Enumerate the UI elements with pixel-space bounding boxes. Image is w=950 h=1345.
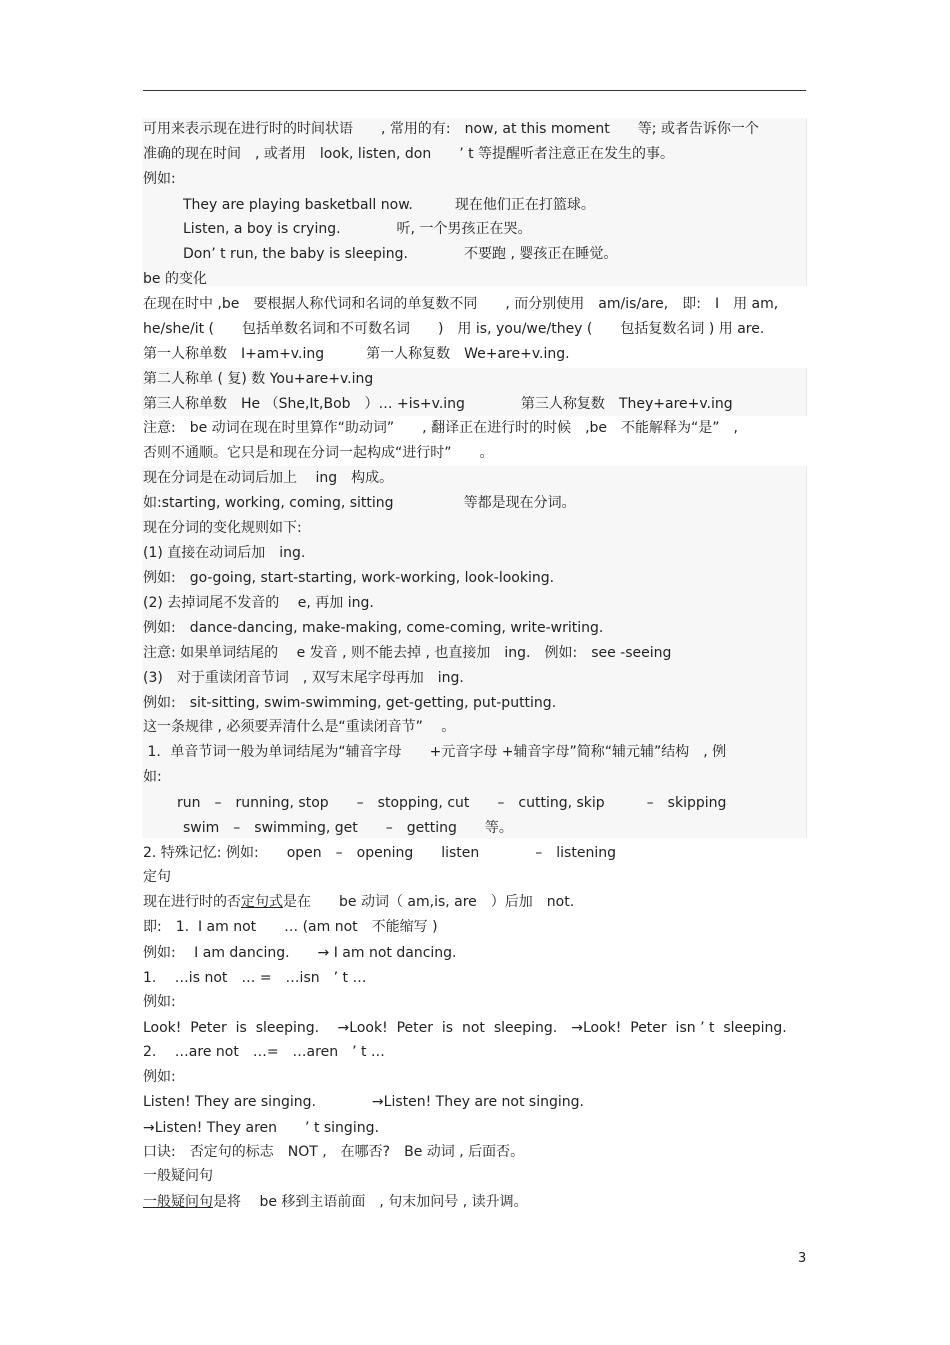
text-fragment: 是将 be 移到主语前面 , 句末加问号 , 读升调。	[213, 1194, 528, 1210]
example-line: They are playing basketball now. 现在他们正在打篮球。	[183, 197, 595, 213]
text-line: 2. …are not …= …aren ’ t …	[143, 1044, 385, 1060]
text-line: 可用来表示现在进行时的时间状语 , 常用的有: now, at this moment 等; 或者告诉你一个	[143, 121, 759, 137]
text-line: 第二人称单 ( 复) 数 You+are+v.ing	[143, 371, 374, 387]
section-heading: 一般疑问句	[143, 1168, 213, 1184]
text-line: 例如: dance-dancing, make-making, come-coming, write-writing.	[143, 620, 604, 636]
page-number: 3	[798, 1251, 807, 1266]
text-fragment: 现在进行时的否	[143, 894, 241, 910]
text-line	[143, 893, 574, 911]
underlined-term: 定句式	[241, 894, 283, 910]
text-line: he/she/it ( 包括单数名词和不可数名词 ) 用 is, you/we/they ( 包括复数名词 ) 用 are.	[143, 321, 765, 337]
text-line: 即: 1. I am not … (am not 不能缩写 )	[143, 919, 438, 935]
section-heading: be 的变化	[143, 271, 207, 287]
text-line: 例如: sit-sitting, swim-swimming, get-getting, put-putting.	[143, 695, 557, 711]
text-line: 第三人称单数 He （She,It,Bob ）… +is+v.ing 第三人称复数 They+are+v.ing	[143, 396, 733, 412]
text-line: 1．单音节词一般为单词结尾为“辅音字母 +元音字母 +辅音字母”简称“辅元辅”结构 , 例	[143, 744, 727, 760]
text-line: 例如:	[143, 171, 176, 187]
text-line: 例如:	[143, 994, 176, 1010]
text-line: 口诀: 否定句的标志 NOT , 在哪否? Be 动词 , 后面否。	[143, 1144, 525, 1160]
text-line: 如:	[143, 769, 162, 785]
text-fragment: 是在 be 动词（ am,is, are ）后加 not.	[283, 894, 575, 910]
text-line: 第一人称单数 I+am+v.ing 第一人称复数 We+are+v.ing.	[143, 346, 570, 362]
example-line: Listen, a boy is crying. 听, 一个男孩正在哭。	[183, 221, 532, 237]
text-line: 这一条规律 , 必须要弄清什么是“重读闭音节” 。	[143, 719, 456, 735]
text-line: 注意: 如果单词结尾的 e 发音 , 则不能去掉 , 也直接加 ing. 例如: see -seeing	[143, 645, 672, 661]
text-line: 如:starting, working, coming, sitting 等都是现在分词。	[143, 495, 576, 511]
text-line: 1. …is not … = …isn ’ t …	[143, 970, 367, 986]
section-heading: 定句	[143, 869, 171, 885]
text-line: 注意: be 动词在现在时里算作“助动词” , 翻译正在进行时的时候 ,be 不能解释为“是” ,	[143, 420, 738, 436]
text-line: Look! Peter is sleeping. →Look! Peter is not sleeping. →Look! Peter isn ’ t sleeping.	[143, 1020, 787, 1036]
text-line: 否则不通顺。它只是和现在分词一起构成“进行时” 。	[143, 445, 494, 461]
example-line: swim – swimming, get – getting 等。	[183, 820, 513, 836]
text-line: 例如:	[143, 1069, 176, 1085]
text-line: 准确的现在时间 , 或者用 look, listen, don ’ t 等提醒听者注意正在发生的事。	[143, 146, 675, 162]
text-line: (2) 去掉词尾不发音的 e, 再加 ing.	[143, 595, 374, 611]
example-line: run – running, stop – stopping, cut – cutting, skip – skipping	[177, 795, 727, 811]
text-line: 例如: go-going, start-starting, work-working, look-looking.	[143, 570, 555, 586]
text-line: 现在分词的变化规则如下:	[143, 520, 302, 536]
text-line: (3) 对于重读闭音节词 , 双写末尾字母再加 ing.	[143, 670, 464, 686]
text-line: →Listen! They aren ’ t singing.	[143, 1120, 379, 1136]
text-line: (1) 直接在动词后加 ing.	[143, 545, 306, 561]
text-line: 现在分词是在动词后加上 ing 构成。	[143, 470, 394, 486]
text-line: 例如: I am dancing. → I am not dancing.	[143, 945, 457, 961]
text-line: Listen! They are singing. →Listen! They are not singing.	[143, 1094, 584, 1110]
example-line: Don’ t run, the baby is sleeping. 不要跑 , 婴孩正在睡觉。	[183, 246, 618, 262]
underlined-term: 一般疑问句	[143, 1194, 213, 1210]
text-line: 在现在时中 ,be 要根据人称代词和名词的单复数不同 , 而分别使用 am/is/are, 即: I 用 am,	[143, 296, 779, 312]
text-line: 2. 特殊记忆: 例如: open – opening listen – listening	[143, 845, 616, 861]
header-rule	[143, 90, 806, 91]
text-line	[143, 1193, 528, 1211]
